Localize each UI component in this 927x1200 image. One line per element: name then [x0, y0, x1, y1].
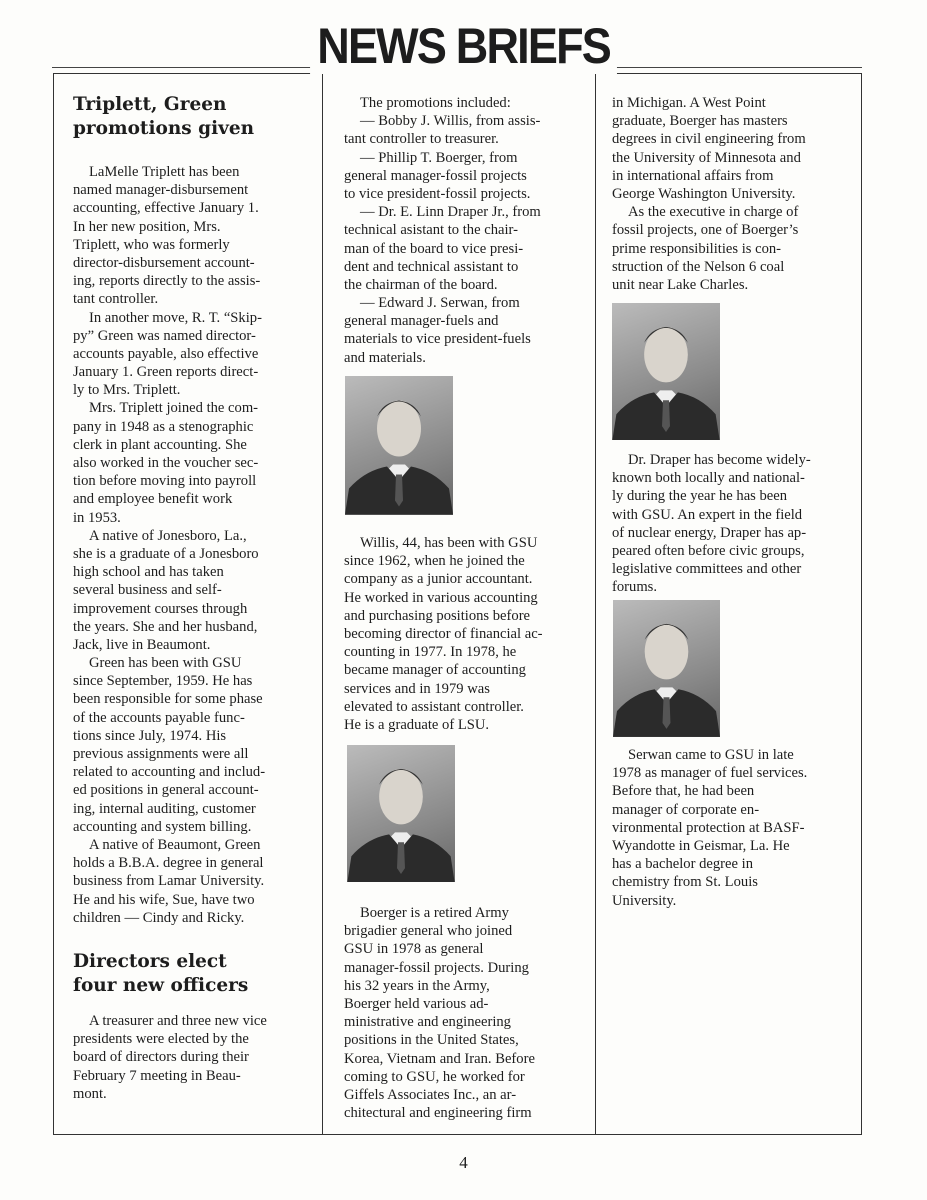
text-line: ly to Mrs. Triplett.	[73, 382, 181, 399]
text-line: brigadier general who joined	[344, 923, 513, 940]
text-line: accounting, effective January 1.	[73, 200, 259, 217]
text-line: children — Cindy and Ricky.	[73, 909, 245, 926]
text-line: she is a graduate of a Jonesboro	[73, 545, 259, 562]
text-line: forums.	[612, 579, 657, 596]
text-line: February 7 meeting in Beau-	[73, 1067, 241, 1084]
text-line: also worked in the voucher sec-	[73, 455, 259, 471]
text-line: Korea, Vietnam and Iran. Before	[344, 1050, 535, 1067]
text-line: prime responsibilities is con-	[612, 240, 782, 257]
text-line: in Michigan. A West Point	[612, 95, 766, 111]
text-line: general manager-fuels and	[344, 313, 499, 330]
text-line: services and in 1979 was	[344, 680, 490, 697]
text-line: A native of Jonesboro, La.,	[89, 527, 247, 544]
photo-serwan	[613, 600, 720, 737]
text-line: In her new position, Mrs.	[73, 218, 221, 235]
portrait-silhouette	[347, 745, 455, 882]
text-line: tion before moving into payroll	[73, 473, 257, 490]
text-line: named manager-disbursement	[73, 182, 249, 199]
text-line: chitectural and engineering firm	[344, 1105, 532, 1122]
article-body-triplett	[73, 163, 265, 927]
text-line: positions in the United States,	[344, 1032, 519, 1049]
text-line: ly during the year he has been	[612, 488, 788, 505]
text-line: of the accounts payable func-	[73, 709, 245, 726]
text-line: — Phillip T. Boerger, from	[360, 149, 518, 166]
text-line: Giffels Associates Inc., an ar-	[344, 1086, 517, 1103]
text-line: pany in 1948 as a stenographic	[73, 418, 254, 435]
boerger-bio	[344, 904, 535, 1122]
text-line: accounting and system billing.	[73, 818, 252, 835]
text-line: ministrative and engineering	[344, 1014, 511, 1031]
text-line: business from Lamar University.	[73, 873, 265, 890]
text-line: tions since July, 1974. His	[73, 727, 227, 744]
photo-willis	[345, 376, 453, 515]
text-line: accounts payable, also effective	[73, 345, 259, 362]
text-line: degrees in civil engineering from	[612, 131, 806, 148]
text-line: Boerger is a retired Army	[360, 905, 509, 921]
text-line: A native of Beaumont, Green	[89, 836, 261, 853]
text-line: materials to vice president-fuels	[344, 331, 531, 348]
text-line: technical asistant to the chair-	[344, 222, 518, 239]
text-line: Boerger held various ad-	[344, 995, 489, 1012]
text-line: known both locally and national-	[612, 470, 805, 487]
text-line: presidents were elected by the	[73, 1031, 249, 1048]
text-line: As the executive in charge of	[628, 204, 799, 221]
text-line: company as a junior accountant.	[344, 571, 533, 588]
serwan-bio	[612, 746, 807, 910]
portrait-silhouette	[345, 376, 453, 515]
text-line: vironmental protection at BASF-	[612, 819, 805, 836]
column-divider	[595, 73, 596, 1135]
text-line: Jack, live in Beaumont.	[73, 636, 211, 653]
text-line: legislative committees and other	[612, 561, 802, 578]
text-line: The promotions included:	[360, 95, 511, 111]
text-line: University.	[612, 892, 677, 909]
photo-boerger	[347, 745, 455, 882]
text-line: Wyandotte in Geismar, La. He	[612, 837, 790, 854]
text-line: in 1953.	[73, 509, 121, 526]
text-line: with GSU. An expert in the field	[612, 506, 803, 523]
text-line: January 1. Green reports direct-	[73, 364, 259, 381]
text-line: since September, 1959. He has	[73, 673, 253, 690]
text-line: peared often before civic groups,	[612, 542, 805, 559]
text-line: He is a graduate of LSU.	[344, 716, 490, 733]
text-line: unit near Lake Charles.	[612, 276, 749, 293]
text-line: to vice president-fossil projects.	[344, 185, 531, 202]
text-line: tant controller to treasurer.	[344, 131, 499, 148]
text-line: been responsible for some phase	[73, 691, 263, 708]
text-line: George Washington University.	[612, 185, 796, 202]
headline-line: Directors elect	[73, 951, 227, 972]
text-line: manager-fossil projects. During	[344, 959, 529, 976]
text-line: the University of Minnesota and	[612, 149, 801, 166]
text-line: A treasurer and three new vice	[89, 1013, 267, 1029]
text-line: and materials.	[344, 349, 426, 366]
text-line: manager of corporate en-	[612, 801, 760, 818]
draper-bio	[612, 451, 811, 597]
headline-directors-elect	[73, 950, 248, 998]
text-line: ing, internal auditing, customer	[73, 800, 256, 817]
text-line: He worked in various accounting	[344, 589, 538, 606]
text-line: holds a B.B.A. degree in general	[73, 855, 264, 872]
text-line: coming to GSU, he worked for	[344, 1068, 525, 1085]
masthead-title: NEWS BRIEFS	[310, 18, 617, 74]
text-line: elevated to assistant controller.	[344, 698, 524, 715]
text-line: tant controller.	[73, 291, 159, 308]
text-line: dent and technical assistant to	[344, 258, 519, 275]
photo-draper	[612, 303, 720, 440]
text-line: improvement courses through	[73, 600, 248, 617]
text-line: chemistry from St. Louis	[612, 874, 758, 891]
text-line: fossil projects, one of Boerger’s	[612, 222, 799, 239]
text-line: since 1962, when he joined the	[344, 553, 525, 570]
text-line: and purchasing positions before	[344, 607, 531, 624]
text-line: mont.	[73, 1085, 107, 1102]
text-line: — Edward J. Serwan, from	[360, 295, 520, 312]
text-line: 1978 as manager of fuel services.	[612, 765, 808, 782]
text-line: his 32 years in the Army,	[344, 977, 490, 994]
boerger-bio-continued	[612, 94, 806, 294]
text-line: graduate, Boerger has masters	[612, 113, 788, 130]
text-line: GSU in 1978 as general	[344, 941, 484, 958]
text-line: clerk in plant accounting. She	[73, 436, 247, 453]
text-line: and employee benefit work	[73, 491, 233, 508]
text-line: struction of the Nelson 6 coal	[612, 258, 785, 275]
text-line: in international affairs from	[612, 167, 774, 184]
text-line: related to accounting and includ-	[73, 764, 266, 781]
text-line: man of the board to vice presi-	[344, 240, 524, 257]
text-line: py” Green was named director-	[73, 327, 256, 344]
text-line: Before that, he had been	[612, 783, 755, 800]
text-line: LaMelle Triplett has been	[89, 164, 240, 180]
text-line: board of directors during their	[73, 1049, 249, 1066]
masthead	[0, 18, 927, 74]
headline-line: promotions given	[73, 118, 255, 139]
headline-line: Triplett, Green	[73, 94, 227, 115]
text-line: the years. She and her husband,	[73, 618, 258, 635]
article-body-directors	[73, 1012, 267, 1103]
text-line: of nuclear energy, Draper has ap-	[612, 524, 807, 541]
column-divider	[322, 73, 323, 1135]
headline-triplett-green	[73, 93, 254, 141]
text-line: becoming director of financial ac-	[344, 625, 543, 642]
portrait-silhouette	[612, 303, 720, 440]
willis-bio	[344, 534, 543, 734]
text-line: Triplett, who was formerly	[73, 236, 230, 253]
text-line: In another move, R. T. “Skip-	[89, 309, 262, 326]
page-number: 4	[459, 1153, 468, 1172]
text-line: high school and has taken	[73, 564, 224, 581]
text-line: ed positions in general account-	[73, 782, 259, 799]
text-line: Serwan came to GSU in late	[628, 747, 794, 763]
text-line: previous assignments were all	[73, 746, 249, 762]
text-line: counting in 1977. In 1978, he	[344, 644, 517, 661]
text-line: — Dr. E. Linn Draper Jr., from	[360, 204, 541, 221]
text-line: — Bobby J. Willis, from assis-	[360, 113, 541, 130]
text-line: Willis, 44, has been with GSU	[360, 535, 538, 551]
text-line: Dr. Draper has become widely-	[628, 452, 811, 468]
portrait-silhouette	[613, 600, 720, 737]
text-line: director-disbursement account-	[73, 254, 255, 271]
text-line: became manager of accounting	[344, 662, 526, 679]
text-line: ing, reports directly to the assis-	[73, 273, 261, 290]
text-line: general manager-fossil projects	[344, 167, 527, 184]
text-line: the chairman of the board.	[344, 276, 498, 293]
promotions-list	[344, 94, 541, 367]
text-line: He and his wife, Sue, have two	[73, 891, 255, 908]
headline-line: four new officers	[73, 975, 249, 996]
text-line: several business and self-	[73, 582, 222, 599]
text-line: Green has been with GSU	[89, 655, 242, 672]
text-line: Mrs. Triplett joined the com-	[89, 400, 259, 417]
text-line: has a bachelor degree in	[612, 856, 753, 873]
